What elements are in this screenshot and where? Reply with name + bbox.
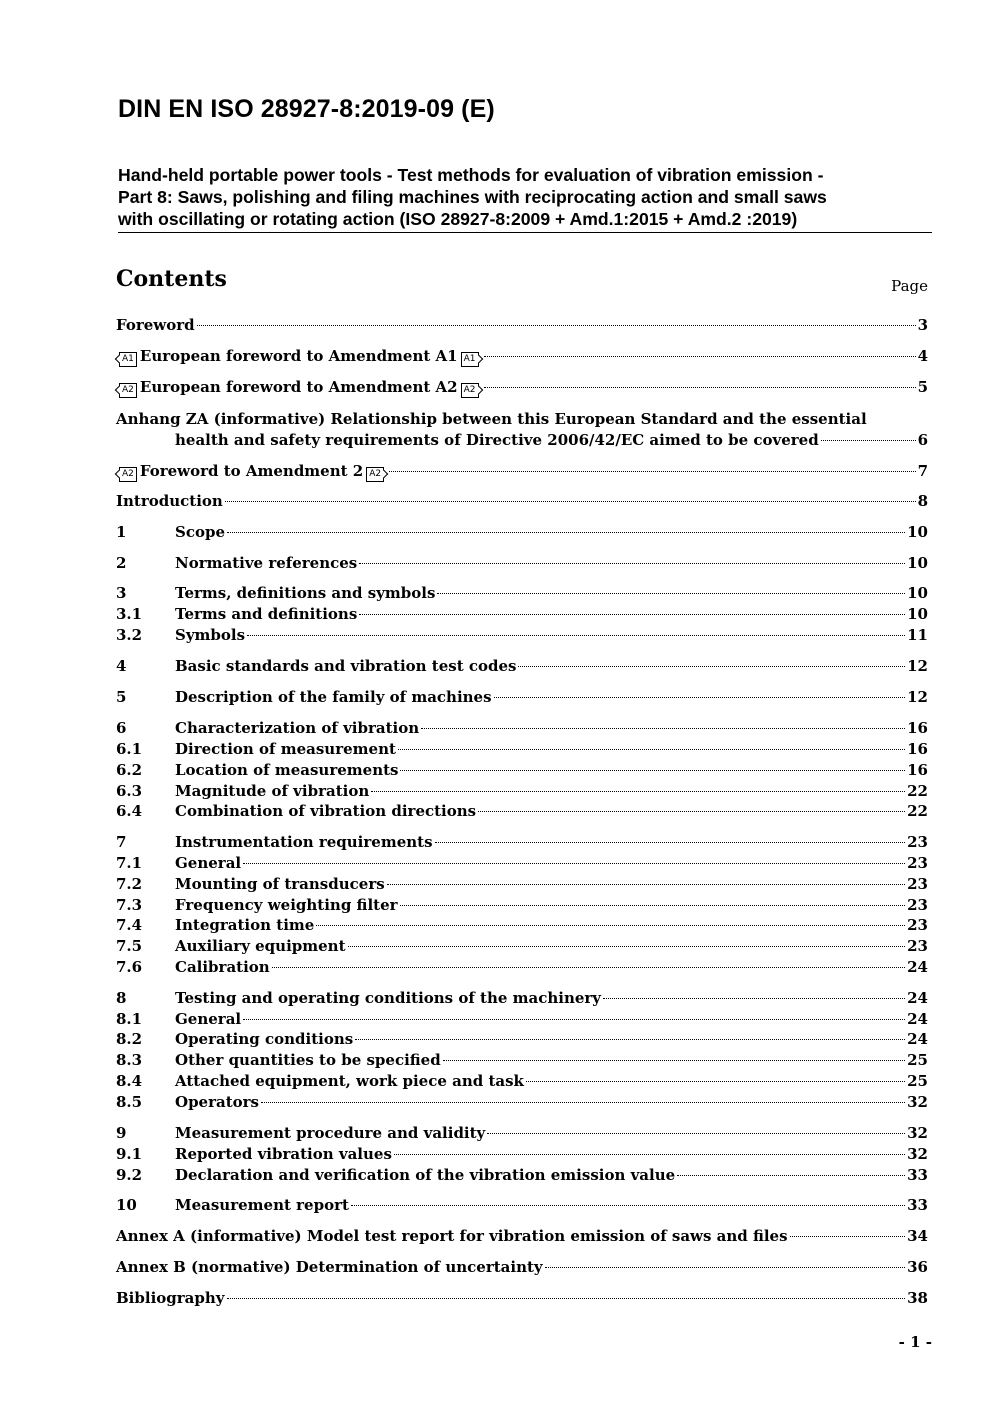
dot-leader bbox=[400, 905, 906, 906]
toc-entry-page: 24 bbox=[907, 1010, 928, 1028]
toc-entry-number: 5 bbox=[116, 688, 127, 706]
toc-entry[interactable] bbox=[116, 491, 928, 512]
toc-entry-page: 23 bbox=[907, 854, 928, 872]
amendment-start-marker-icon: A2 bbox=[119, 383, 137, 398]
dot-leader bbox=[243, 863, 905, 864]
toc-entry[interactable] bbox=[116, 1071, 928, 1092]
dot-leader bbox=[316, 925, 905, 926]
toc-entry[interactable] bbox=[116, 1009, 928, 1030]
toc-entry-number: 3 bbox=[116, 584, 127, 602]
toc-entry[interactable] bbox=[116, 988, 928, 1009]
toc-entry-page: 7 bbox=[917, 462, 928, 480]
toc-entry-number: 3.1 bbox=[116, 605, 143, 623]
toc-entry-title: Mounting of transducers bbox=[175, 875, 385, 893]
toc-entry-title: European foreword to Amendment A2 bbox=[139, 378, 458, 396]
toc-entry-page: 32 bbox=[907, 1124, 928, 1142]
toc-entry-title: Direction of measurement bbox=[175, 740, 396, 758]
toc-entry-page: 10 bbox=[907, 584, 928, 602]
toc-entry[interactable] bbox=[116, 553, 928, 574]
toc-entry-title: Foreword to Amendment 2 bbox=[139, 462, 364, 480]
toc-entry-title: Anhang ZA (informative) Relationship between this European Standard and the essential bbox=[116, 410, 867, 428]
toc-entry-title: Foreword bbox=[116, 316, 195, 334]
toc-entry-title: Other quantities to be specified bbox=[175, 1051, 441, 1069]
toc-entry-page: 25 bbox=[907, 1072, 928, 1090]
toc-entry-title: Annex A (informative) Model test report for vibration emission of saws and files bbox=[116, 1227, 788, 1245]
dot-leader bbox=[487, 1133, 905, 1134]
toc-entry-page: 6 bbox=[917, 431, 928, 449]
toc-entry[interactable] bbox=[116, 1123, 928, 1144]
dot-leader bbox=[389, 471, 915, 472]
contents-heading: Contents bbox=[116, 266, 227, 292]
toc-entry-page: 33 bbox=[907, 1196, 928, 1214]
toc-entry-number: 8.3 bbox=[116, 1051, 143, 1069]
page-column-label: Page bbox=[891, 277, 928, 295]
toc-entry-page: 8 bbox=[917, 492, 928, 510]
toc-entry-number: 6.2 bbox=[116, 761, 143, 779]
toc-entry[interactable] bbox=[116, 1226, 928, 1247]
toc-entry-page: 16 bbox=[907, 719, 928, 737]
toc-entry-title: Basic standards and vibration test codes bbox=[175, 657, 517, 675]
toc-entry[interactable] bbox=[116, 801, 928, 822]
toc-entry-title: Characterization of vibration bbox=[175, 719, 420, 737]
toc-entry[interactable] bbox=[116, 915, 928, 936]
toc-entry[interactable] bbox=[116, 656, 928, 677]
toc-entry-number: 4 bbox=[116, 657, 127, 675]
toc-entry-title: Combination of vibration directions bbox=[175, 802, 477, 820]
toc-entry-title: Declaration and verification of the vibration emission value bbox=[175, 1166, 676, 1184]
toc-entry[interactable] bbox=[116, 346, 928, 367]
dot-leader bbox=[348, 946, 906, 947]
toc-entry-title: Terms and definitions bbox=[175, 605, 358, 623]
amendment-end-marker-icon: A1 bbox=[461, 352, 479, 367]
toc-entry[interactable] bbox=[116, 874, 928, 895]
toc-entry-number: 8.5 bbox=[116, 1093, 143, 1111]
toc-entry[interactable] bbox=[116, 1257, 928, 1278]
dot-leader bbox=[359, 614, 905, 615]
document-id: DIN EN ISO 28927-8:2019-09 (E) bbox=[118, 95, 495, 123]
toc-entry[interactable] bbox=[116, 1165, 928, 1186]
dot-leader bbox=[351, 1205, 905, 1206]
toc-entry-page: 32 bbox=[907, 1145, 928, 1163]
title-line: Hand-held portable power tools - Test methods for evaluation of vibration emission - bbox=[118, 165, 824, 185]
toc-entry-page: 11 bbox=[907, 626, 928, 644]
toc-entry[interactable] bbox=[116, 377, 928, 398]
toc-entry-title: Terms, definitions and symbols bbox=[175, 584, 436, 602]
dot-leader bbox=[371, 791, 905, 792]
toc-entry-title: Reported vibration values bbox=[175, 1145, 392, 1163]
toc-entry[interactable] bbox=[116, 315, 928, 336]
toc-entry-number: 7.3 bbox=[116, 896, 143, 914]
toc-entry-page: 24 bbox=[907, 958, 928, 976]
toc-entry[interactable] bbox=[116, 781, 928, 802]
toc-entry-number: 7.5 bbox=[116, 937, 143, 955]
toc-entry-title: Measurement report bbox=[175, 1196, 349, 1214]
amendment-end-marker-icon: A2 bbox=[461, 383, 479, 398]
toc-entry-page: 22 bbox=[907, 802, 928, 820]
toc-entry-page: 38 bbox=[907, 1289, 928, 1307]
toc-entry-title: Calibration bbox=[175, 958, 270, 976]
dot-leader bbox=[227, 1298, 906, 1299]
toc-entry-number: 7 bbox=[116, 833, 127, 851]
dot-leader bbox=[400, 770, 905, 771]
toc-entry[interactable] bbox=[116, 957, 928, 978]
toc-entry[interactable] bbox=[116, 1092, 928, 1113]
toc-entry-title: Symbols bbox=[175, 626, 246, 644]
toc-entry-title: Attached equipment, work piece and task bbox=[175, 1072, 524, 1090]
toc-entry-page: 10 bbox=[907, 554, 928, 572]
toc-entry[interactable] bbox=[116, 1050, 928, 1071]
toc-entry-page: 16 bbox=[907, 740, 928, 758]
toc-entry-number: 7.2 bbox=[116, 875, 143, 893]
toc-entry[interactable] bbox=[116, 409, 928, 430]
toc-entry-page: 33 bbox=[907, 1166, 928, 1184]
dot-leader bbox=[790, 1236, 906, 1237]
dot-leader bbox=[387, 884, 905, 885]
dot-leader bbox=[603, 998, 905, 999]
toc-entry-title: Magnitude of vibration bbox=[175, 782, 370, 800]
dot-leader bbox=[484, 387, 916, 388]
toc-entry-title: Integration time bbox=[175, 916, 315, 934]
toc-entry-page: 34 bbox=[907, 1227, 928, 1245]
toc-entry-page: 3 bbox=[917, 316, 928, 334]
toc-entry[interactable] bbox=[116, 1144, 928, 1165]
dot-leader bbox=[518, 666, 905, 667]
toc-entry-page: 24 bbox=[907, 989, 928, 1007]
toc-entry-page: 5 bbox=[917, 378, 928, 396]
toc-entry-page: 10 bbox=[907, 523, 928, 541]
toc-entry-title: Annex B (normative) Determination of uncertainty bbox=[116, 1258, 543, 1276]
toc-entry-number: 10 bbox=[116, 1196, 137, 1214]
toc-entry-number: 6.3 bbox=[116, 782, 143, 800]
toc-entry[interactable] bbox=[116, 461, 928, 482]
toc-entry-number: 9.2 bbox=[116, 1166, 143, 1184]
toc-entry[interactable] bbox=[116, 853, 928, 874]
toc-entry[interactable] bbox=[116, 895, 928, 916]
toc-entry-page: 4 bbox=[917, 347, 928, 365]
toc-entry-page: 22 bbox=[907, 782, 928, 800]
toc-entry-number: 8.1 bbox=[116, 1010, 143, 1028]
toc-entry-title: Auxiliary equipment bbox=[175, 937, 346, 955]
dot-leader bbox=[821, 440, 916, 441]
dot-leader bbox=[443, 1060, 905, 1061]
toc-entry-title: Location of measurements bbox=[175, 761, 399, 779]
dot-leader bbox=[526, 1081, 905, 1082]
toc-entry-title: Frequency weighting filter bbox=[175, 896, 398, 914]
toc-entry-title: Scope bbox=[175, 523, 226, 541]
dot-leader bbox=[421, 728, 905, 729]
dot-leader bbox=[225, 501, 916, 502]
toc-entry-number: 2 bbox=[116, 554, 127, 572]
toc-entry-number: 7.4 bbox=[116, 916, 143, 934]
toc-entry-page: 23 bbox=[907, 833, 928, 851]
toc-entry-title: Instrumentation requirements bbox=[175, 833, 433, 851]
dot-leader bbox=[398, 749, 905, 750]
toc-entry[interactable] bbox=[116, 625, 928, 646]
dot-leader bbox=[243, 1019, 905, 1020]
toc-entry-title: General bbox=[175, 854, 242, 872]
toc-entry-number: 7.1 bbox=[116, 854, 143, 872]
dot-leader bbox=[247, 635, 905, 636]
amendment-end-marker-icon: A2 bbox=[366, 467, 384, 482]
dot-leader bbox=[227, 532, 905, 533]
toc-entry-title: General bbox=[175, 1010, 242, 1028]
toc-entry-page: 32 bbox=[907, 1093, 928, 1111]
toc-entry-title: European foreword to Amendment A1 bbox=[139, 347, 458, 365]
toc-entry-title: Description of the family of machines bbox=[175, 688, 492, 706]
toc-entry-page: 36 bbox=[907, 1258, 928, 1276]
footer-page-number: - 1 - bbox=[898, 1333, 932, 1351]
toc-entry-title: Operators bbox=[175, 1093, 260, 1111]
toc-entry-number: 8.2 bbox=[116, 1030, 143, 1048]
toc-entry-page: 12 bbox=[907, 688, 928, 706]
dot-leader bbox=[394, 1154, 905, 1155]
dot-leader bbox=[494, 697, 906, 698]
toc-entry[interactable] bbox=[116, 583, 928, 604]
toc-entry-title: Bibliography bbox=[116, 1289, 225, 1307]
toc-entry-page: 10 bbox=[907, 605, 928, 623]
toc-entry-number: 6.1 bbox=[116, 740, 143, 758]
toc-entry[interactable] bbox=[116, 1029, 928, 1050]
toc-entry-number: 1 bbox=[116, 523, 127, 541]
dot-leader bbox=[478, 811, 905, 812]
toc-entry-title: health and safety requirements of Directive 2006/42/EC aimed to be covered bbox=[175, 431, 819, 449]
toc-entry-page: 25 bbox=[907, 1051, 928, 1069]
dot-leader bbox=[677, 1175, 905, 1176]
dot-leader bbox=[272, 967, 905, 968]
toc-entry-page: 23 bbox=[907, 916, 928, 934]
toc-entry-title: Introduction bbox=[116, 492, 223, 510]
toc-entry-page: 23 bbox=[907, 896, 928, 914]
dot-leader bbox=[359, 563, 905, 564]
toc-entry[interactable] bbox=[116, 1288, 928, 1309]
title-line: Part 8: Saws, polishing and filing machines with reciprocating action and small saws bbox=[118, 187, 827, 207]
dot-leader bbox=[437, 593, 905, 594]
toc-entry-title: Measurement procedure and validity bbox=[175, 1124, 486, 1142]
toc-entry-number: 3.2 bbox=[116, 626, 143, 644]
toc-entry[interactable] bbox=[116, 604, 928, 625]
toc-entry[interactable] bbox=[116, 936, 928, 957]
toc-entry-page: 23 bbox=[907, 875, 928, 893]
dot-leader bbox=[545, 1267, 906, 1268]
toc-entry-number: 9.1 bbox=[116, 1145, 143, 1163]
toc-entry-number: 8 bbox=[116, 989, 127, 1007]
toc-entry-page: 24 bbox=[907, 1030, 928, 1048]
toc-entry-number: 6 bbox=[116, 719, 127, 737]
dot-leader bbox=[355, 1039, 905, 1040]
toc-entry[interactable] bbox=[116, 739, 928, 760]
amendment-start-marker-icon: A1 bbox=[119, 352, 137, 367]
toc-entry-number: 8.4 bbox=[116, 1072, 143, 1090]
toc-entry[interactable] bbox=[116, 832, 928, 853]
toc-entry[interactable] bbox=[116, 760, 928, 781]
toc-entry-title: Testing and operating conditions of the machinery bbox=[175, 989, 602, 1007]
toc-entry-number: 9 bbox=[116, 1124, 127, 1142]
title-line: with oscillating or rotating action (ISO 28927-8:2009 + Amd.1:2015 + Amd.2 :2019) bbox=[118, 209, 798, 229]
toc-entry-page: 16 bbox=[907, 761, 928, 779]
toc-entry[interactable] bbox=[116, 1195, 928, 1216]
dot-leader bbox=[435, 842, 906, 843]
toc-entry-title: Operating conditions bbox=[175, 1030, 354, 1048]
dot-leader bbox=[484, 356, 916, 357]
toc-entry[interactable] bbox=[116, 687, 928, 708]
document-title bbox=[118, 164, 932, 233]
toc-entry-number: 6.4 bbox=[116, 802, 143, 820]
toc-entry-number: 7.6 bbox=[116, 958, 143, 976]
toc-entry[interactable] bbox=[116, 522, 928, 543]
toc-entry-page: 12 bbox=[907, 657, 928, 675]
toc-entry[interactable] bbox=[116, 430, 928, 451]
amendment-start-marker-icon: A2 bbox=[119, 467, 137, 482]
toc-entry[interactable] bbox=[116, 718, 928, 739]
toc-entry-page: 23 bbox=[907, 937, 928, 955]
toc-entry-title: Normative references bbox=[175, 554, 358, 572]
dot-leader bbox=[261, 1102, 905, 1103]
dot-leader bbox=[197, 325, 916, 326]
